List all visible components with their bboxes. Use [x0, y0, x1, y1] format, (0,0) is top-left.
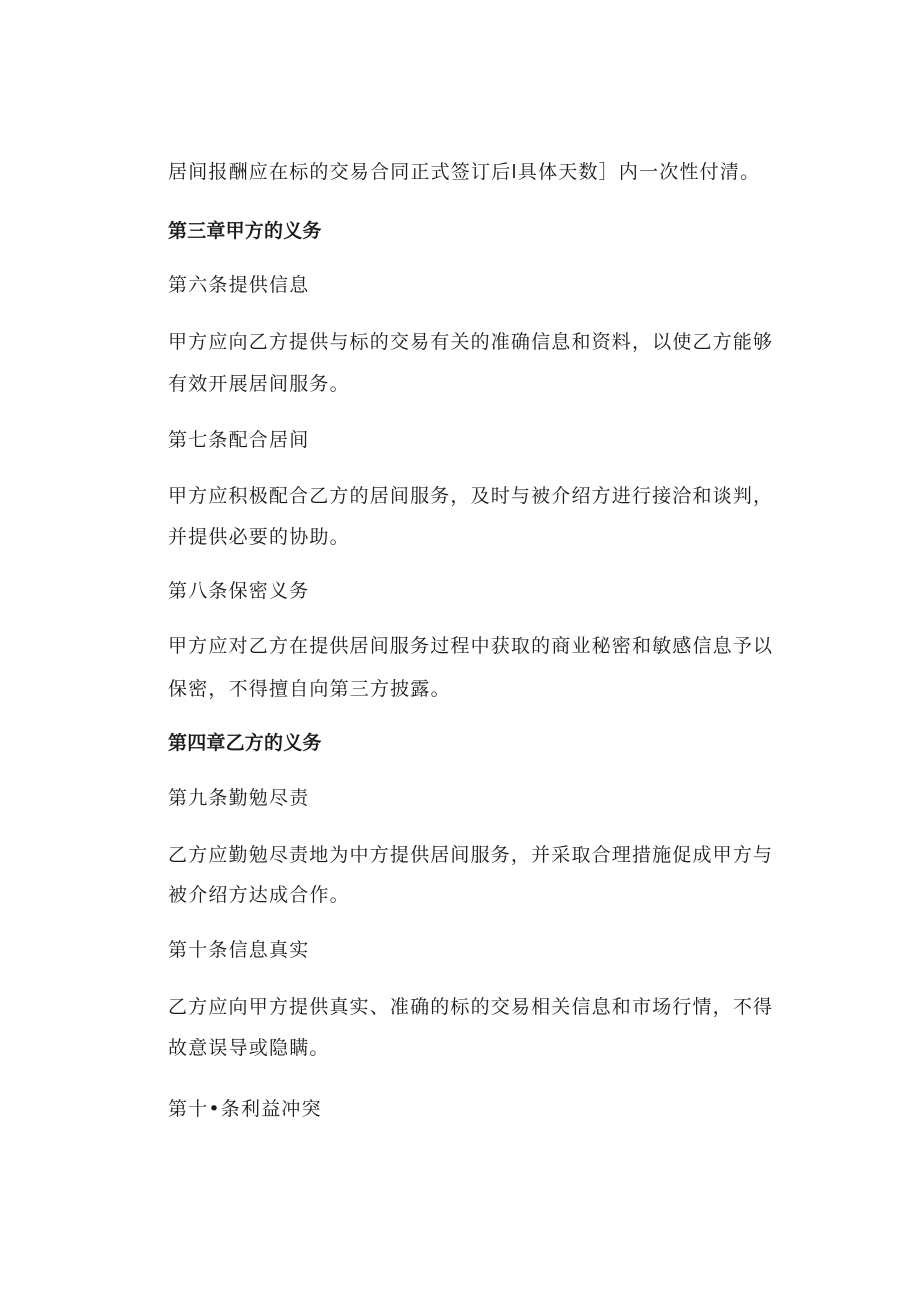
article-10-text-line-1: 乙方应向甲方提供真实、准确的标的交易相关信息和市场行情，不得 [168, 996, 772, 1018]
article-10-heading: 第十条信息真实 [168, 939, 310, 961]
article-6-text-line-1: 甲方应向乙方提供与标的交易有关的准确信息和资料，以使乙方能够 [168, 331, 772, 353]
article-9-text-line-1: 乙方应勤勉尽责地为中方提供居间服务，并采取合理措施促成甲方与 [168, 844, 772, 866]
article-6-heading: 第六条提供信息 [168, 274, 310, 296]
article-10-text-line-2: 故意误导或隐瞒。 [168, 1037, 330, 1059]
chapter-3-heading: 第三章甲方的义务 [168, 220, 322, 242]
chapter-4-heading: 第四章乙方的义务 [168, 732, 322, 754]
article-9-text-line-2: 被介绍方达成合作。 [168, 884, 350, 906]
article-6-text-line-2: 有效开展居间服务。 [168, 373, 350, 395]
article-7-text-line-2: 并提供必要的协助。 [168, 526, 350, 548]
article-7-heading: 第七条配合居间 [168, 429, 310, 451]
article-8-heading: 第八条保密义务 [168, 580, 310, 602]
article-8-text-line-2: 保密，不得擅自向第三方披露。 [168, 678, 451, 700]
article-7-text-line-1: 甲方应积极配合乙方的居间服务，及时与被介绍方进行接洽和谈判， [168, 485, 772, 507]
article-11-heading: 第十•条利益冲突 [168, 1098, 322, 1120]
article-9-heading: 第九条勤勉尽责 [168, 787, 310, 809]
article-8-text-line-1: 甲方应对乙方在提供居间服务过程中获取的商业秘密和敏感信息予以 [168, 635, 772, 657]
payment-clause-text: 居间报酬应在标的交易合同正式签订后l具体天数］内一次性付清。 [168, 161, 761, 183]
